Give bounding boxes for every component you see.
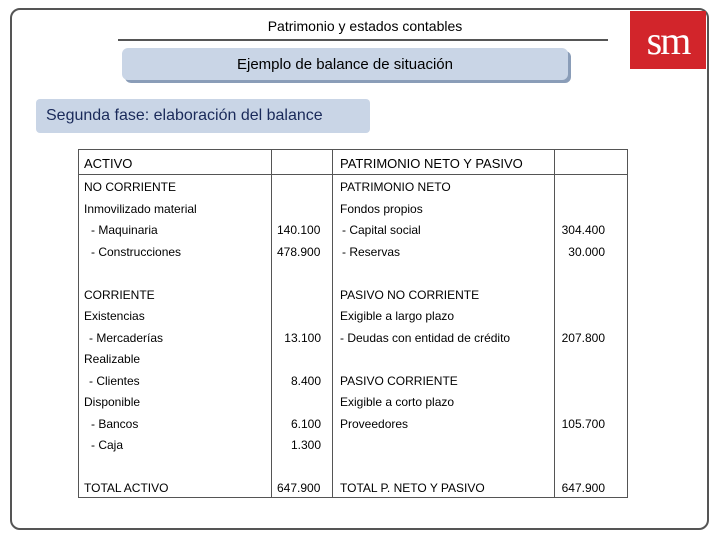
fondos-propios-label: Fondos propios [340, 202, 423, 216]
total-pasivo-label: TOTAL P. NETO Y PASIVO [340, 481, 485, 495]
heading-separator [79, 174, 627, 175]
divider-right-values [554, 150, 555, 497]
balance-sheet [78, 149, 628, 498]
total-activo-value: 647.900 [277, 481, 321, 495]
divider-left-values [271, 150, 272, 497]
mercaderias-label: - Mercaderías [89, 331, 164, 345]
activo-heading: ACTIVO [84, 156, 133, 171]
capital-social-value: 304.400 [561, 223, 605, 237]
proveedores-label: Proveedores [340, 417, 409, 431]
phase-heading: Segunda fase: elaboración del balance [36, 99, 370, 133]
pasivo-corriente-label: PASIVO CORRIENTE [340, 374, 458, 388]
maquinaria-value: 140.100 [277, 223, 321, 237]
divider-center [332, 150, 333, 497]
construcciones-value: 478.900 [277, 245, 321, 259]
exigible-corto-label: Exigible a corto plazo [340, 395, 455, 409]
capital-social-label: - Capital social [342, 223, 421, 237]
patrimonio-neto-label: PATRIMONIO NETO [340, 180, 451, 194]
proveedores-value: 105.700 [561, 417, 605, 431]
title-underline [118, 39, 608, 41]
pasivo-no-corriente-label: PASIVO NO CORRIENTE [340, 288, 480, 302]
corriente-label: CORRIENTE [84, 288, 155, 302]
inmovilizado-label: Inmovilizado material [84, 202, 197, 216]
bancos-value: 6.100 [290, 417, 321, 431]
deudas-value: 207.800 [561, 331, 605, 345]
mercaderias-value: 13.100 [284, 331, 321, 345]
caja-value: 1.300 [290, 438, 321, 452]
pasivo-heading: PATRIMONIO NETO Y PASIVO [340, 156, 523, 171]
realizable-label: Realizable [84, 352, 141, 366]
reservas-label: - Reservas [342, 245, 401, 259]
deudas-label: - Deudas con entidad de crédito [340, 331, 511, 345]
construcciones-label: - Construcciones [91, 245, 182, 259]
slide-title: Patrimonio y estados contables [267, 18, 463, 34]
reservas-value: 30.000 [568, 245, 605, 259]
total-activo-label: TOTAL ACTIVO [84, 481, 169, 495]
maquinaria-label: - Maquinaria [91, 223, 158, 237]
sm-logo: sm [630, 11, 706, 69]
disponible-label: Disponible [84, 395, 141, 409]
subtitle-box: Ejemplo de balance de situación [122, 48, 568, 80]
total-pasivo-value: 647.900 [561, 481, 605, 495]
no-corriente-label: NO CORRIENTE [84, 180, 177, 194]
existencias-label: Existencias [84, 309, 145, 323]
caja-label: - Caja [91, 438, 124, 452]
clientes-value: 8.400 [290, 374, 321, 388]
clientes-label: - Clientes [89, 374, 140, 388]
exigible-largo-label: Exigible a largo plazo [340, 309, 455, 323]
bancos-label: - Bancos [91, 417, 139, 431]
